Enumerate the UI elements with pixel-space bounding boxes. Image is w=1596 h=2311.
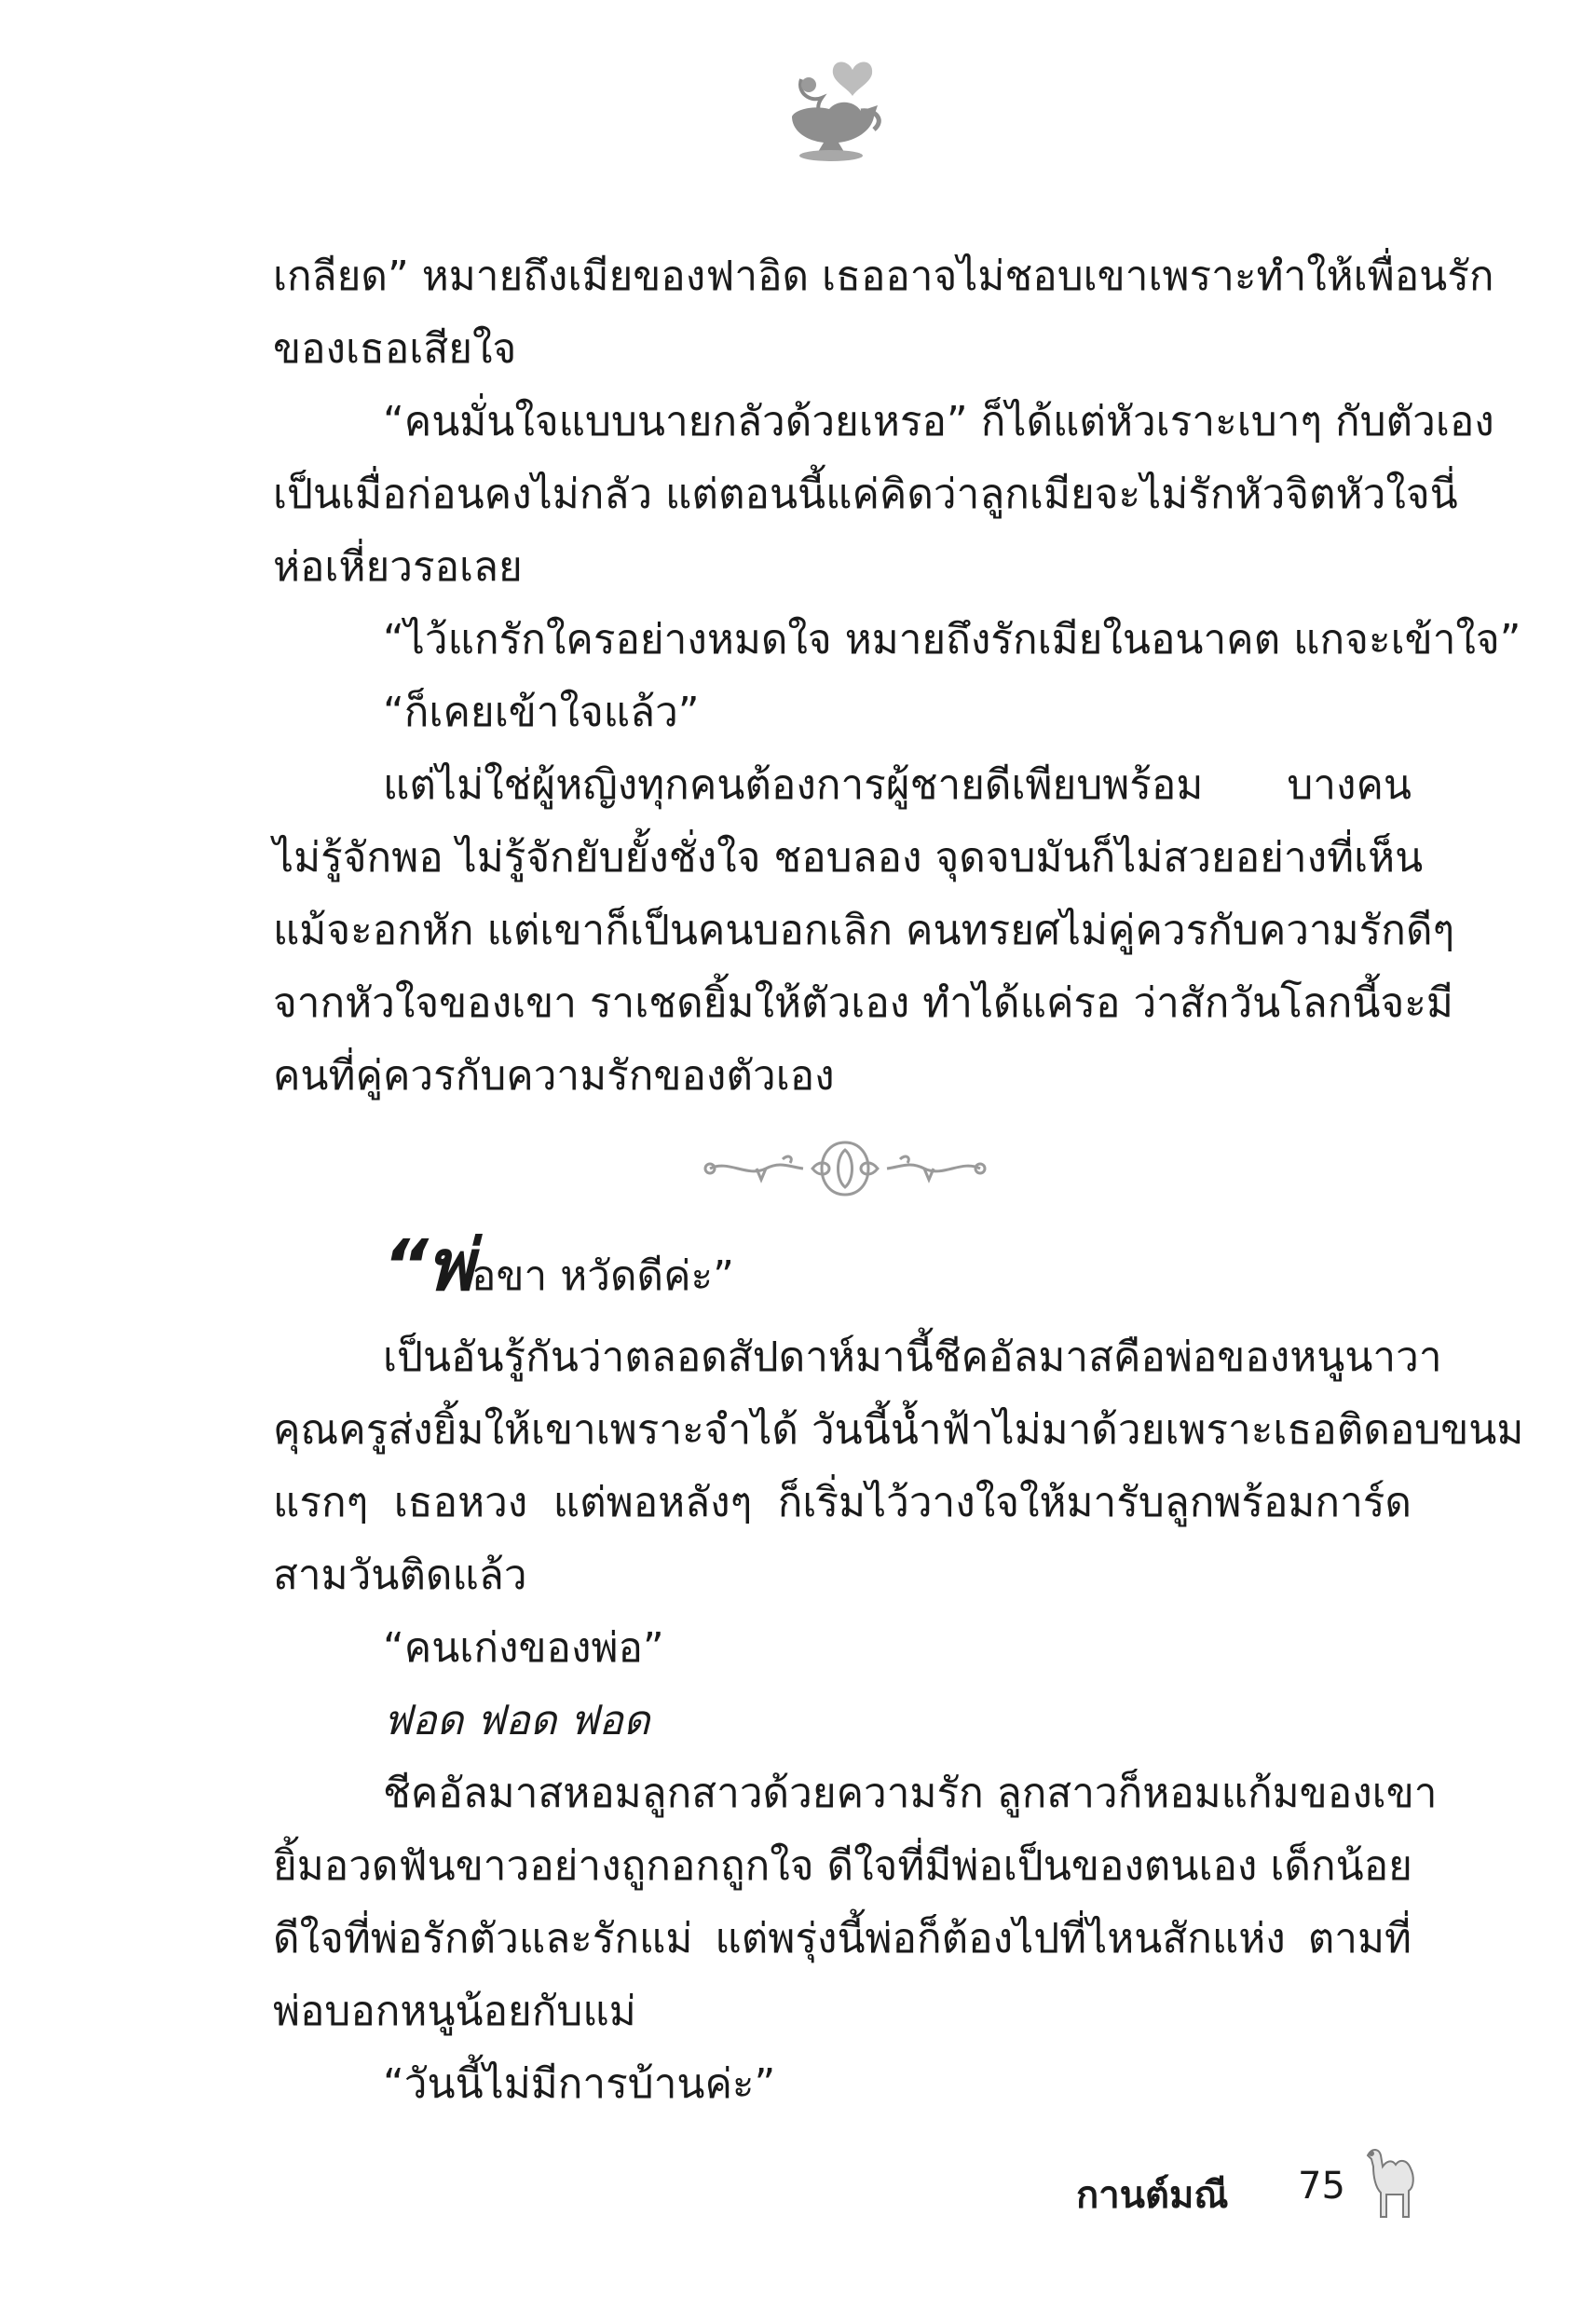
text-line: พ่อบอกหนูน้อยกับแม่ <box>273 1988 636 2035</box>
text-line: ไม่รู้จักพอ ไม่รู้จักยับยั้งชั่งใจ ชอบลอง จุดจบมันก็ไม่สวยอย่างที่เห็น <box>273 834 1424 882</box>
text-line: ชีคอัลมาสหอมลูกสาวด้วยความรัก ลูกสาวก็หอมแก้มของเขา <box>383 1770 1438 1817</box>
text-line: ห่อเหี่ยวรอเลย <box>273 543 523 591</box>
page-footer <box>1076 2139 1430 2222</box>
text-line: เป็นอันรู้กันว่าตลอดสัปดาห์มานี้ชีคอัลมาสคือพ่อของหนูนาวา <box>383 1333 1442 1381</box>
paragraph-1 <box>273 240 1521 1113</box>
text-line: สามวันติดแล้ว <box>273 1552 527 1599</box>
opening-text: อขา หวัดดีค่ะ” <box>471 1252 734 1300</box>
dropcap-letter: “พ่ <box>383 1224 472 1306</box>
text-line: ฟอด ฟอด ฟอด <box>383 1697 650 1744</box>
camel-icon <box>1358 2139 1425 2222</box>
text-line: “คนเก่งของพ่อ” <box>383 1624 664 1672</box>
text-line: ของเธอเสียใจ <box>273 325 517 373</box>
text-line: คุณครูส่งยิ้มให้เขาเพราะจำได้ วันนี้น้ำฟ้าไม่มาด้วยเพราะเธอติดอบขนม <box>273 1406 1524 1454</box>
text-line: ดีใจที่พ่อรักตัวและรักแม่ แต่พรุ่งนี้พ่อก็ต้องไปที่ไหนสักแห่ง ตามที่ <box>273 1915 1412 1962</box>
text-line: จากหัวใจของเขา ราเชดยิ้มให้ตัวเอง ทำได้แค่รอ ว่าสักวันโลกนี้จะมี <box>273 979 1453 1027</box>
text-line: เกลียด” หมายถึงเมียของฟาอิด เธออาจไม่ชอบเขาเพราะทำให้เพื่อนรัก <box>273 253 1494 300</box>
paragraph-2 <box>273 1321 1524 2121</box>
text-line: “ไว้แกรักใครอย่างหมดใจ หมายถึงรักเมียในอนาคต แกจะเข้าใจ” <box>383 616 1521 663</box>
book-title: กานต์มณี <box>1076 2174 1229 2217</box>
genie-lamp-icon <box>764 51 904 172</box>
floral-divider-icon <box>701 1131 989 1206</box>
text-line: “วันนี้ไม่มีการบ้านค่ะ” <box>383 2060 776 2108</box>
section-opening-line <box>383 1224 734 1314</box>
text-line: คนที่คู่ควรกับความรักของตัวเอง <box>273 1052 835 1100</box>
text-line: แม้จะอกหัก แต่เขาก็เป็นคนบอกเลิก คนทรยศไม่คู่ควรกับความรักดีๆ <box>273 907 1455 954</box>
text-line: “ก็เคยเข้าใจแล้ว” <box>383 689 700 736</box>
text-line: ยิ้มอวดฟันขาวอย่างถูกอกถูกใจ ดีใจที่มีพ่อเป็นของตนเอง เด็กน้อย <box>273 1842 1412 1890</box>
text-line: แต่ไม่ใช่ผู้หญิงทุกคนต้องการผู้ชายดีเพียบพร้อม บางคน <box>383 761 1412 809</box>
text-line: เป็นเมื่อก่อนคงไม่กลัว แต่ตอนนี้แค่คิดว่าลูกเมียจะไม่รักหัวจิตหัวใจนี่ <box>273 471 1458 518</box>
text-line: “คนมั่นใจแบบนายกลัวด้วยเหรอ” ก็ได้แต่หัวเราะเบาๆ กับตัวเอง <box>383 398 1494 445</box>
text-line: แรกๆ เธอหวง แต่พอหลังๆ ก็เริ่มไว้วางใจให้มารับลูกพร้อมการ์ด <box>273 1479 1412 1526</box>
page-number: 75 <box>1298 2165 1345 2208</box>
